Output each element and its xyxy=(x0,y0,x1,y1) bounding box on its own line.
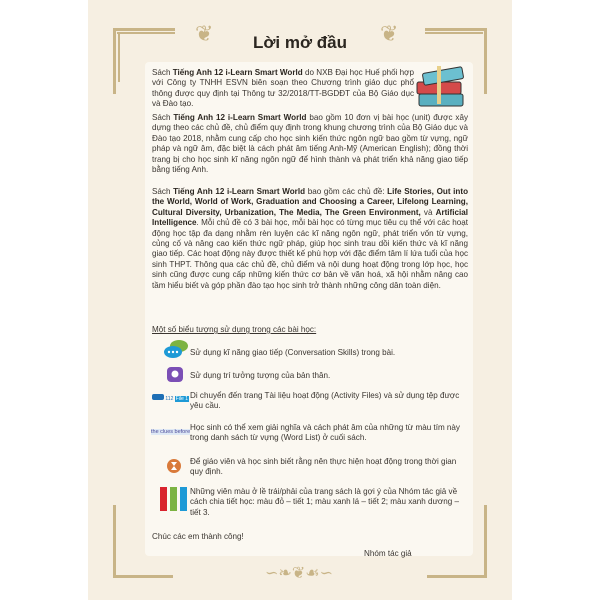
icon-description: Sử dụng trí tưởng tượng của bản thân. xyxy=(190,371,331,380)
word-list-icon: the clues before xyxy=(151,429,191,435)
frame-line xyxy=(113,28,175,31)
frame-line xyxy=(425,28,487,31)
activity-file-icon: 112 File 1 xyxy=(152,394,192,402)
closing-text: Chúc các em thành công! xyxy=(152,532,244,541)
books-icon xyxy=(415,64,467,112)
frame-line xyxy=(113,505,116,578)
paragraph-intro: Sách Tiếng Anh 12 i-Learn Smart World do NXB Đại học Huế phối hợp với Công ty TNHH ESVN biên soạn theo Chương trình giáo dục phổ thông được quy định tại Thông tư 32/2018/TT-BGDĐT của Bộ Giáo dục và Đào tạo. xyxy=(152,68,414,109)
icon-description: Để giáo viên và học sinh biết rằng nên thực hiện hoạt động trong thời gian quy định. xyxy=(190,457,457,477)
paragraph-structure: Sách Tiếng Anh 12 i-Learn Smart World bao gồm 10 đơn vị bài học (unit) được xây dựng theo các chủ đề, chủ điểm quy định trong khung chương trình của Bộ Giáo dục và Đào tạo 2018, nhằm cung cấp cho học sinh kiến thức ngôn ngữ bao gồm từ vựng, ngữ pháp và ngữ âm, đặc biệt là cách phát âm tiếng Anh-Mỹ (American English); đồng thời trang bị cho học sinh kĩ năng ngôn ngữ để hình thành và phát triển khả năng giao tiếp bằng tiếng Anh. xyxy=(152,113,468,175)
icons-heading: Một số biểu tượng sử dụng trong các bài học: xyxy=(152,325,317,334)
imagination-bulb-icon xyxy=(165,366,185,386)
page-title: Lời mở đầu xyxy=(252,33,348,52)
icon-description: Sử dụng kĩ năng giao tiếp (Conversation Skills) trong bài. xyxy=(190,348,396,357)
ornament-icon: ❦ xyxy=(380,22,399,47)
icon-description: Di chuyển đến trang Tài liệu hoạt động (Activity Files) và sử dụng tệp được yêu cầu. xyxy=(190,391,460,411)
icon-description: Những viên màu ở lề trái/phải của trang sách là gợi ý của Nhóm tác giả về cách chia tiết học: màu đỏ – tiết 1; màu xanh lá – tiết 2; màu xanh dương – tiết 3. xyxy=(190,487,459,517)
color-bars-icon xyxy=(160,487,190,512)
hourglass-icon xyxy=(166,458,182,474)
conversation-icon xyxy=(163,339,189,361)
frame-line xyxy=(113,575,173,578)
icon-description: Học sinh có thể xem giải nghĩa và cách phát âm của những từ màu tím này trong danh sách từ vựng (Word List) ở cuối sách. xyxy=(190,423,460,443)
ornament-icon: ❦ xyxy=(195,22,214,47)
ornament-icon: ∽❧❦☙∽ xyxy=(265,563,333,582)
signature: Nhóm tác giả xyxy=(364,549,412,558)
frame-line xyxy=(427,575,487,578)
frame-line xyxy=(484,505,487,578)
paragraph-topics: Sách Tiếng Anh 12 i-Learn Smart World bao gồm các chủ đề: Life Stories, Out into the World, World of Work, Graduation and Choosing a Career, Lifelong Learning, Cultural Diversity, Urbanization, The Media, The Green Environment, và Artificial Intelligence. Mỗi chủ đề có 3 bài học, mỗi bài học có từng mục tiêu cụ thể với các hoạt động học tập đa dạng nhằm rèn luyện các kĩ năng ngôn ngữ, phát triển vốn từ vựng, củng cố và nâng cao kiến thức ngữ pháp, giúp học sinh trau dồi kiến thức và kĩ năng giao tiếp. Các hoạt động này được thiết kế phù hợp với đặc điểm tâm lí lứa tuổi của học sinh THPT. Thông qua các chủ đề, chủ điểm và nội dung hoạt động trong lớp học, học sinh cũng được cung cấp những kiến thức cơ bản về văn hoá, xã hội nhằm nâng cao tầm hiểu biết và góp phần đào tạo học sinh trở thành những công dân toàn diện. xyxy=(152,187,469,290)
